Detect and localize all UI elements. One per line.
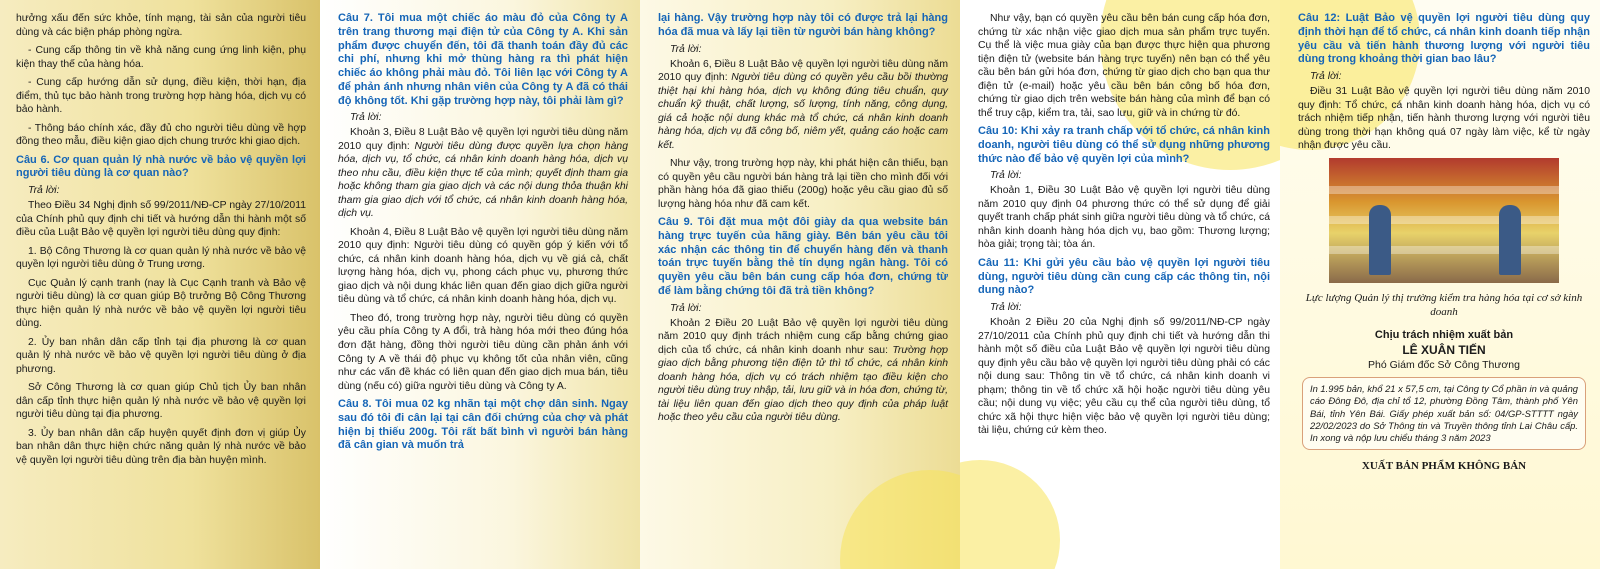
decor-blob (840, 470, 960, 569)
publisher-responsibility: Chịu trách nhiệm xuất bản (1374, 329, 1514, 342)
law-citation: Khoản 6, Điều 8 Luật Bảo vệ quyền lợi người tiêu dùng năm 2010 quy định: (658, 58, 948, 84)
text-paragraph (658, 317, 948, 425)
answer-label: Trả lời: (350, 112, 382, 124)
text-paragraph: Sở Công Thương là cơ quan giúp Chủ tịch Ủy ban nhân dân cấp tỉnh thực hiện quản lý nhà nước về bảo vệ quyền lợi người tiêu dùng tại địa phương. (16, 382, 306, 421)
text-paragraph: Khoản 2 Điều 20 của Nghị định số 99/2011/NĐ-CP ngày 27/10/2011 của Chính phủ quy định chi tiết và hướng dẫn thi hành một số điều của Luật Bảo vệ quyền lợi người tiêu dùng quy định yêu cầu bảo vệ quyền lợi người tiêu dùng phải có các nội dung sau: Thông tin về tổ chức, cá nhân kinh doanh vi phạm; thông tin về tổ chức xã hội hoặc người tiêu dùng yêu cầu; nội dung vụ việc; yêu cầu cụ thể của người tiêu dùng, tổ chức xã hội thực hiện việc bảo vệ quyền lợi người tiêu dùng; tài liệu, chứng cứ kèm theo. (978, 317, 1270, 437)
text-paragraph: 1. Bộ Công Thương là cơ quan quản lý nhà nước về bảo vệ quyền lợi người tiêu dùng ở Trung ương. (16, 245, 306, 271)
text-paragraph: 2. Ủy ban nhân dân cấp tỉnh tại địa phương là cơ quan quản lý nhà nước về bảo vệ quyền lợi người tiêu dùng ở địa phương. (16, 336, 306, 375)
text-paragraph (658, 58, 948, 153)
publisher-name: LÊ XUÂN TIẾN (1402, 343, 1486, 358)
law-quote: Người tiêu dùng được quyền lựa chọn hàng hóa, dịch vụ, tổ chức, cá nhân kinh doanh hàng hóa, dịch vụ theo nhu cầu, điều kiện thực tế của mình; quyết định tham gia hoặc không tham gia giao dịch và các nội dung thỏa thuận khi tham gia giao dịch với tổ chức, cá nhân kinh doanh hàng hóa, dịch vụ. (338, 140, 628, 220)
inspection-photo (1329, 158, 1559, 283)
question-8-continued: lại hàng. Vậy trường hợp này tôi có được trả lại hàng hóa đã mua và lấy lại tiền từ người bán hàng không? (658, 12, 948, 38)
text-paragraph: Theo đó, trong trường hợp này, người tiêu dùng có quyền yêu cầu phía Công ty A đổi, trả hàng hóa mới theo đúng hóa đơn đặt hàng, đồng thời người tiêu dùng cần phản ánh với Công ty A về thái độ phục vụ không tốt của nhân viên, cũng như các vấn đề khác có liên quan đến giao dịch mua bán, tiêu dùng (nếu có) giữa người tiêu dùng và Công ty A. (338, 312, 628, 392)
photo-person (1499, 205, 1521, 275)
question-9: Câu 9. Tôi đặt mua một đôi giày da qua website bán hàng trực tuyến của hãng giày. Bên bán yêu cầu tôi xác nhận các thông tin để chuyển hàng đến và thanh toán trực tuyến bằng thẻ tín dụng ngân hàng. Tôi có quyền yêu cầu bên bán cung cấp hóa đơn, chứng từ để làm bằng chứng tôi đã trả tiền không? (658, 216, 948, 297)
text-paragraph: Như vậy, bạn có quyền yêu cầu bên bán cung cấp hóa đơn, chứng từ xác nhận việc giao dịch mua sản phẩm trực tuyến. Cụ thể là việc mua giày của bạn được thực hiện qua phương tiện điện tử (website bán hàng trực tuyến) nên bạn có thể yêu cầu bên bán gửi hóa đơn, chứng từ giao dịch cho bạn qua thư điện tử (e-mail) hoặc yêu cầu bên bán công bố hóa đơn, chứng từ giao dịch trên website bán hàng của mình để bạn có thể truy cập, kiểm tra, tải, sao lưu, giữ và in chứng từ đó. (978, 13, 1270, 119)
question-7: Câu 7. Tôi mua một chiếc áo màu đỏ của Công ty A trên trang thương mại điện tử của Công ty A. Khi sản phẩm được chuyển đến, tôi đã thanh toán đầy đủ các chi phí, nhưng khi mở thùng hàng ra thì phát hiện chiếc áo không phải màu đỏ. Tôi liên lạc với Công ty A để phản ánh nhưng nhân viên của Công ty A đã có thái độ không tốt. Khi gặp trường hợp này, tôi phải làm gì? (338, 12, 628, 107)
panel-4 (960, 0, 1280, 569)
text-paragraph: Cục Quản lý cạnh tranh (nay là Cục Cạnh tranh và Bảo vệ người tiêu dùng) là cơ quan giúp Bộ trưởng Bộ Công Thương thực hiện quản lý nhà nước về bảo vệ quyền lợi người tiêu dùng. (16, 277, 306, 330)
text-paragraph: 3. Ủy ban nhân dân cấp huyện quyết định đơn vị giúp Ủy ban nhân dân thực hiện chức năng quản lý nhà nước về bảo vệ quyền lợi người tiêu dùng trên địa bàn huyện mình. (16, 427, 306, 466)
text-paragraph: Như vậy, trong trường hợp này, khi phát hiện cân thiếu, bạn có quyền yêu cầu người bán hàng trả lại tiền cho mình đối với phần hàng hóa đã giao thiếu (200g) hoặc yêu cầu giao đủ số lượng hàng hóa như đã cam kết. (658, 158, 948, 210)
answer-label: Trả lời: (670, 302, 702, 314)
text-paragraph: hưởng xấu đến sức khỏe, tính mạng, tài sản của người tiêu dùng và các biện pháp phòng ngừa. (16, 13, 306, 38)
question-12: Câu 12: Luật Bảo vệ quyền lợi người tiêu dùng quy định thời hạn để tổ chức, cá nhân kinh doanh tiếp nhận yêu cầu và tiến hành thương lượng với người tiêu dùng trong khoảng thời gian bao lâu? (1298, 12, 1590, 66)
text-paragraph: Khoản 1, Điều 30 Luật Bảo vệ quyền lợi người tiêu dùng năm 2010 quy định 04 phương thức có thể sử dụng để giải quyết tranh chấp phát sinh giữa người tiêu dùng và tổ chức, cá nhân kinh doanh hàng hóa dịch vụ, bao gồm: Thương lượng; hòa giải; trọng tài; tòa án. (978, 185, 1270, 251)
law-citation: Khoản 2 Điều 20 Luật Bảo vệ quyền lợi người tiêu dùng năm 2010 quy định trách nhiệm cung cấp bằng chứng giao dịch của tổ chức, cá nhân kinh doanh như sau: (658, 317, 948, 356)
answer-label: Trả lời: (670, 43, 702, 55)
text-paragraph: - Cung cấp hướng dẫn sử dụng, điều kiện, thời hạn, địa điểm, thủ tục bảo hành trong trường hợp hàng hóa, dịch vụ có bảo hành. (16, 77, 306, 116)
text-paragraph: Theo Điều 34 Nghị định số 99/2011/NĐ-CP ngày 27/10/2011 của Chính phủ quy định chi tiết và hướng dẫn thi hành một số điều của Luật Bảo vệ quyền lợi người tiêu dùng quy định: (16, 200, 306, 239)
photo-person (1369, 205, 1391, 275)
answer-label: Trả lời: (1310, 71, 1342, 82)
photo-shelf (1329, 216, 1559, 224)
photo-shelf (1329, 186, 1559, 194)
not-for-sale-notice: XUẤT BẢN PHẨM KHÔNG BÁN (1361, 460, 1527, 473)
text-paragraph: - Thông báo chính xác, đầy đủ cho người tiêu dùng về hợp đồng theo mẫu, điều kiện giao dịch chung trước khi giao dịch. (16, 122, 306, 148)
text-paragraph: Khoản 4, Điều 8 Luật Bảo vệ quyền lợi người tiêu dùng năm 2010 quy định: Người tiêu dùng có quyền góp ý kiến với tổ chức, cá nhân kinh doanh hàng hóa, dịch vụ về giá cả, chất lượng hàng hóa, dịch vụ, phong cách phục vụ, phương thức giao dịch và nội dung khác liên quan đến giao dịch giữa người tiêu dùng và tổ chức, cá nhân kinh doanh hàng hóa, dịch vụ. (338, 226, 628, 306)
question-8: Câu 8. Tôi mua 02 kg nhãn tại một chợ dân sinh. Ngay sau đó tôi đi cân lại tại cân đối chứng của chợ và phát hiện bị thiếu 200g. Tôi rất bất bình vì người bán hàng đã cân gian và muốn trả (338, 398, 628, 452)
question-11: Câu 11: Khi gửi yêu cầu bảo vệ quyền lợi người tiêu dùng, người tiêu dùng cần cung cấp các thông tin, nội dung nào? (978, 256, 1270, 297)
panel-2 (320, 0, 640, 569)
question-10: Câu 10: Khi xảy ra tranh chấp với tổ chức, cá nhân kinh doanh, người tiêu dùng có thể sử dụng những phương thức nào để bảo vệ quyền lợi của mình? (978, 125, 1270, 165)
photo-shelf (1329, 246, 1559, 254)
panel-3 (640, 0, 960, 569)
panel-1 (0, 0, 320, 569)
text-paragraph (338, 126, 628, 221)
question-6: Câu 6. Cơ quan quản lý nhà nước về bảo vệ quyền lợi người tiêu dùng là cơ quan nào? (16, 153, 306, 180)
decor-blob (960, 460, 1060, 569)
law-citation: Khoản 3, Điều 8 Luật Bảo vệ quyền lợi người tiêu dùng năm 2010 quy định: (338, 127, 628, 152)
answer-label: Trả lời: (28, 185, 60, 197)
panel-5 (1280, 0, 1600, 569)
answer-label: Trả lời: (990, 170, 1022, 182)
text-paragraph: Điều 31 Luật Bảo vệ quyền lợi người tiêu dùng năm 2010 quy định: Tổ chức, cá nhân kinh doanh hàng hóa, dịch vụ có trách nhiệm tiếp nhận, tiến hành thương lượng với người tiêu dùng trong thời hạn không quá 07 ngày làm việc, kể từ ngày nhận được yêu cầu. (1298, 86, 1590, 152)
photo-caption: Lực lượng Quản lý thị trường kiểm tra hàng hóa tại cơ sở kinh doanh (1305, 291, 1583, 318)
print-info: In 1.995 bản, khổ 21 x 57,5 cm, tại Công ty Cổ phần in và quảng cáo Đông Đô, địa chỉ tổ 12, phường Đồng Tâm, thành phố Yên Bái, tỉnh Yên Bái. Giấy phép xuất bản số: 04/GP-STTTT ngày 22/02/2023 do Sở Thông tin và Truyền thông tỉnh Lai Châu cấp. In xong và nộp lưu chiểu tháng 3 năm 2023 (1302, 377, 1586, 450)
law-quote: Người tiêu dùng có quyền yêu cầu bồi thường thiệt hại khi hàng hóa, dịch vụ không đúng tiêu chuẩn, quy chuẩn kỹ thuật, chất lượng, số lượng, tính năng, công dụng, giá cả hoặc nội dung khác mà tổ chức, cá nhân kinh doanh hàng hóa, dịch vụ đã công bố, niêm yết, quảng cáo hoặc cam kết. (658, 72, 949, 151)
publisher-role: Phó Giám đốc Sở Công Thương (1368, 359, 1520, 372)
answer-label: Trả lời: (990, 302, 1022, 314)
text-paragraph: - Cung cấp thông tin về khả năng cung ứng linh kiện, phụ kiện thay thế của hàng hóa. (16, 45, 306, 70)
law-quote: Trường hợp giao dịch bằng phương tiện điện tử thì tổ chức, cá nhân kinh doanh hàng hóa, dịch vụ có trách nhiệm tạo điều kiện cho người tiêu dùng truy nhập, tải, lưu giữ và in hóa đơn, chứng từ, tài liệu liên quan đến giao dịch theo quy định của pháp luật hoặc theo yêu cầu của người tiêu dùng. (658, 344, 949, 424)
